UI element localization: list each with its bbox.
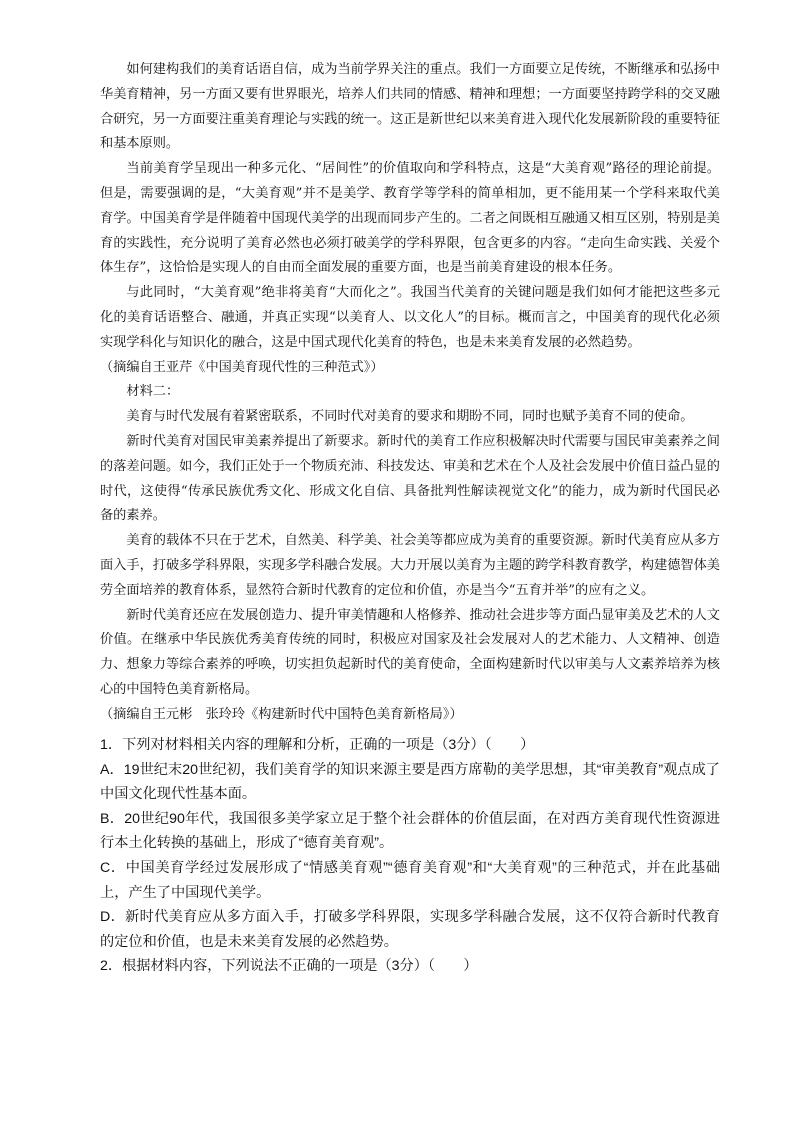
material1-source: （摘编自王亚芹《中国美育现代性的三种范式》） — [100, 359, 384, 375]
material2-paragraph-1: 美育与时代发展有着紧密联系，不同时代对美育的要求和期盼不同，同时也赋予美育不同的使命。 — [126, 409, 694, 425]
material2-label: 材料二： — [126, 384, 180, 400]
material2-source: （摘编自王元彬 张玲玲《构建新时代中国特色美育新格局》） — [100, 706, 463, 722]
question-1-option-c: C．中国美育学经过发展形成了“情感美育观”“德育美育观”和“大美育观”的三种范式，并在此基础上，产生了中国现代美学。 — [100, 859, 720, 901]
material2-paragraph-2: 新时代美育对国民审美素养提出了新要求。新时代的美育工作应积极解决时代需要与国民审美素养之间的落差问题。如今，我们正处于一个物质充沛、科技发达、审美和艺术在个人及社会发展中价值日益凸显的时代，这使得“传承民族优秀文化、形成文化自信、具备批判性解读视觉文化”的能力，成为新时代国民必备的素养。 — [100, 433, 720, 524]
question-1-option-d: D．新时代美育应从多方面入手，打破多学科界限，实现多学科融合发展，这不仅符合新时代教育的定位和价值，也是未来美育发展的必然趋势。 — [100, 909, 720, 950]
material2-paragraph-4: 新时代美育还应在发展创造力、提升审美情趣和人格修养、推动社会进步等方面凸显审美及艺术的人文价值。在继承中华民族优秀美育传统的同时，积极应对国家及社会发展对人的艺术能力、人文精神、创造力、想象力等综合素养的呼唤，切实担负起新时代的美育使命，全面构建新时代以审美与人文素养培养为核心的中国特色美育新格局。 — [100, 607, 720, 697]
reading-material — [100, 58, 720, 728]
question-1-stem: 1．下列对材料相关内容的理解和分析，正确的一项是（3分）（ ） — [100, 737, 535, 753]
material1-paragraph-1: 如何建构我们的美育话语自信，成为当前学界关注的重点。我们一方面要立足传统，不断继承和弘扬中华美育精神，另一方面又要有世界眼光，培养人们共同的情感、精神和理想；一方面要坚持跨学科的交叉融合研究，另一方面要注重美育理论与实践的统一。这正是新世纪以来美育进入现代化发展新阶段的重要特征和基本原则。 — [100, 62, 720, 152]
material1-paragraph-3: 与此同时，“大美育观”绝非将美育“大而化之”。我国当代美育的关键问题是我们如何才能把这些多元化的美育话语整合、融通，并真正实现“以美育人、以文化人”的目标。概而言之，中国美育的现代化必须实现学科化与知识化的融合，这是中国式现代化美育的特色，也是未来美育发展的必然趋势。 — [100, 285, 720, 350]
material1-paragraph-2: 当前美育学呈现出一种多元化、“居间性”的价值取向和学科特点，这是“大美育观”路径的理论前提。但是，需要强调的是，“大美育观”并不是美学、教育学等学科的简单相加，更不能用某一个学科来取代美育学。中国美育学是伴随着中国现代美学的出现而同步产生的。二者之间既相互融通又相互区别，特别是美育的实践性，充分说明了美育必然也必须打破美学的学科界限，包含更多的内容。“走向生命实践、关爱个体生存”，这恰恰是实现人的自由而全面发展的重要方面，也是当前美育建设的根本任务。 — [100, 161, 720, 276]
question-1-option-b: B．20世纪90年代，我国很多美学家立足于整个社会群体的价值层面，在对西方美育现代性资源进行本土化转换的基础上，形成了“德育美育观”。 — [100, 810, 720, 852]
question-1-option-a: A．19世纪末20世纪初，我们美育学的知识来源主要是西方席勒的美学思想，其“审美教育”观点成了中国文化现代性基本面。 — [100, 761, 720, 803]
material2-paragraph-3: 美育的载体不只在于艺术，自然美、科学美、社会美等都应成为美育的重要资源。新时代美育应从多方面入手，打破多学科界限，实现多学科融合发展。大力开展以美育为主题的跨学科教育教学，构建德智体美劳全面培养的教育体系，显然符合新时代教育的定位和价值，亦是当今“五育并举”的应有之义。 — [100, 533, 720, 598]
question-2-stem: 2．根据材料内容，下列说法不正确的一项是（3分）（ ） — [100, 958, 478, 975]
question-section — [100, 733, 720, 979]
